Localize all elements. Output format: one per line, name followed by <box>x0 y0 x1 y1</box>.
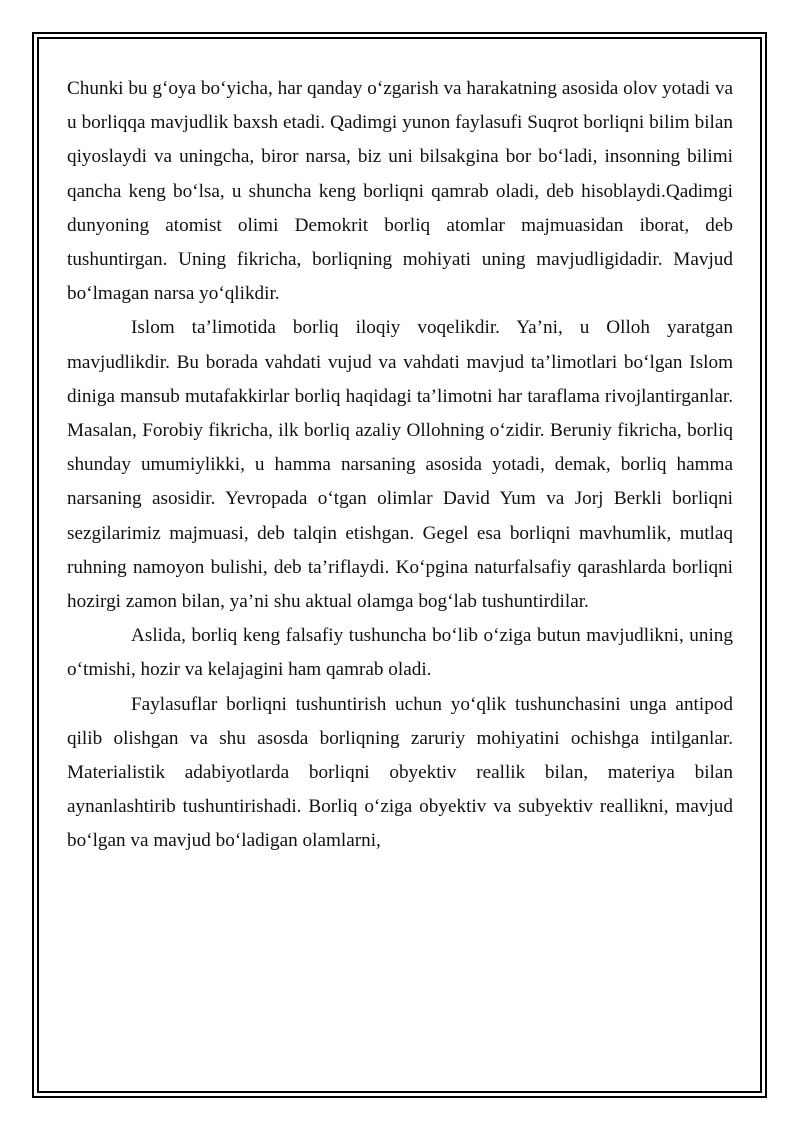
paragraph-4: Faylasuflar borliqni tushuntirish uchun yo‘qlik tushunchasini unga antipod qilib olishgan va shu asosda borliqning zaruriy mohiyatini ochishga intilganlar. Materialistik adabiyotlarda borliqni obyektiv reallik bilan, materiya bilan aynanlashtirib tushuntirishadi. Borliq o‘ziga obyektiv va subyektiv reallikni, mavjud bo‘lgan va mavjud bo‘ladigan olamlarni, <box>67 693 733 852</box>
document-body <box>67 72 733 859</box>
paragraph-3: Aslida, borliq keng falsafiy tushuncha bo‘lib o‘ziga butun mavjudlikni, uning o‘tmishi, hozir va kelajagini ham qamrab oladi. <box>67 625 733 681</box>
paragraph-1: Chunki bu g‘oya bo‘yicha, har qanday o‘zgarish va harakatning asosida olov yotadi va u borliqqa mavjudlik baxsh etadi. Qadimgi yunon faylasufi Suqrot borliqni bilim bilan qiyoslaydi va uningcha, biror narsa, biz uni bilsakgina bor bo‘ladi, insonning bilimi qancha keng bo‘lsa, u shuncha keng borliqni qamrab oladi, deb hisoblaydi.Qadimgi dunyoning atomist olimi Demokrit borliq atomlar majmuasidan iborat, deb tushuntirgan. Uning fikricha, borliqning mohiyati uning mavjudligidadir. Mavjud bo‘lmagan narsa yo‘qlikdir. <box>67 78 733 305</box>
paragraph-2: Islom ta’limotida borliq iloqiy voqelikdir. Ya’ni, u Olloh yaratgan mavjudlikdir. Bu borada vahdati vujud va vahdati mavjud ta’limotlari bo‘lgan Islom diniga mansub mutafakkirlar borliq haqidagi ta’limotni har taraflama rivojlantirganlar. Masalan, Forobiy fikricha, ilk borliq azaliy Ollohning o‘zidir. Beruniy fikricha, borliq shunday umumiylikki, u hamma narsaning asosida yotadi, demak, borliq hamma narsaning asosidir. Yevropada o‘tgan olimlar David Yum va Jorj Berkli borliqni sezgilarimiz majmuasi, deb talqin etishgan. Gegel esa borliqni mavhumlik, mutlaq ruhning namoyon bulishi, deb ta’riflaydi. Ko‘pgina naturfalsafiy qarashlarda borliqni hozirgi zamon bilan, ya’ni shu aktual olamga bog‘lab tushuntirdilar. <box>67 317 733 613</box>
